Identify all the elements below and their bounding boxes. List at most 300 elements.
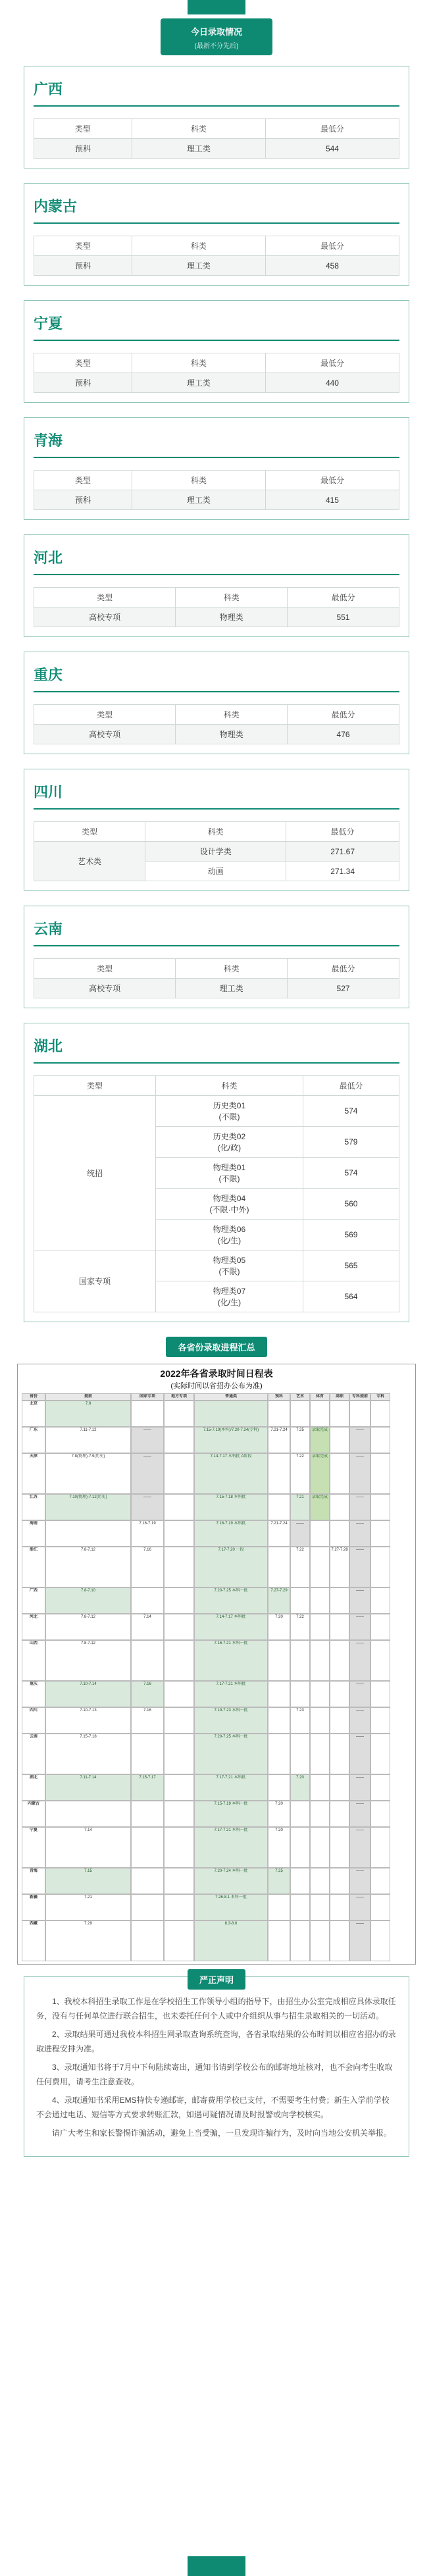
schedule-cell: [164, 1920, 194, 1961]
schedule-province: 广东: [22, 1427, 45, 1453]
schedule-cell: ——: [349, 1640, 370, 1681]
schedule-cell: 7.14: [45, 1827, 131, 1868]
table-cell: 458: [265, 256, 399, 276]
column-header: 最低分: [288, 588, 399, 607]
column-header: 最低分: [286, 822, 399, 842]
schedule-cell: ——: [290, 1520, 310, 1547]
province-name: 广西: [34, 73, 399, 107]
notice-box: [24, 1976, 409, 2157]
schedule-cell: [268, 1681, 290, 1707]
schedule-province: 山西: [22, 1640, 45, 1681]
schedule-cell: ——: [349, 1827, 370, 1868]
province-card: [24, 66, 409, 168]
schedule-cell: [290, 1587, 310, 1614]
schedule-cell: 7.15-7.19(本科)/7.20-7.24(专科): [194, 1427, 268, 1453]
schedule-cell: 7.14-7.17 本科批 A阶段: [194, 1453, 268, 1494]
table-cell: 271.67: [286, 842, 399, 862]
schedule-cell: 7.29: [45, 1920, 131, 1961]
score-table: [34, 1075, 399, 1312]
schedule-cell: [131, 1827, 164, 1868]
table-cell: 569: [303, 1220, 399, 1250]
schedule-cell: [370, 1868, 390, 1894]
column-header: 最低分: [288, 959, 399, 979]
schedule-cell: [370, 1401, 390, 1427]
schedule-cell: [290, 1827, 310, 1868]
schedule-province: 新疆: [22, 1894, 45, 1920]
schedule-cell: 7.8-7.10: [45, 1587, 131, 1614]
schedule-cell: [330, 1868, 349, 1894]
schedule-cell: 7.16: [131, 1547, 164, 1587]
schedule-cell: ——: [349, 1734, 370, 1774]
schedule-cell: ——: [349, 1520, 370, 1547]
schedule-banner: [0, 1337, 433, 1357]
column-header: 最低分: [265, 471, 399, 490]
schedule-cell: [310, 1401, 330, 1427]
schedule-cell: [330, 1707, 349, 1734]
column-header: 类型: [34, 705, 176, 725]
table-row: [34, 373, 399, 393]
schedule-cell: [370, 1427, 390, 1453]
cell-type: 统招: [34, 1096, 156, 1250]
schedule-cell: [330, 1401, 349, 1427]
table-cell: 物理类07 (化/生): [156, 1281, 303, 1312]
schedule-cell: [330, 1640, 349, 1681]
schedule-cell: 7.16: [131, 1681, 164, 1707]
schedule-cell: [164, 1640, 194, 1681]
schedule-cell: [330, 1587, 349, 1614]
table-cell: 高校专项: [34, 607, 176, 627]
schedule-cell: ——: [349, 1894, 370, 1920]
table-cell: 理工类: [132, 373, 265, 393]
schedule-cell: 7.20: [268, 1827, 290, 1868]
schedule-cell: 7.15-7.19 本科一批: [194, 1801, 268, 1827]
score-table: [34, 118, 399, 159]
schedule-cell: 8.3-8.6: [194, 1920, 268, 1961]
province-name: 河北: [34, 542, 399, 575]
schedule-cell: 7.8-7.12: [45, 1614, 131, 1640]
schedule-cell: [164, 1734, 194, 1774]
score-table: [34, 958, 399, 998]
schedule-cell: ——: [349, 1427, 370, 1453]
table-cell: 物理类04 (不限·中外): [156, 1189, 303, 1220]
schedule-cell: ——: [349, 1774, 370, 1801]
schedule-cell: [370, 1681, 390, 1707]
schedule-cell: [268, 1734, 290, 1774]
schedule-province: 广西: [22, 1587, 45, 1614]
table-row: [34, 842, 399, 862]
column-header: 科类: [176, 959, 288, 979]
schedule-cell: [330, 1681, 349, 1707]
schedule-cell: 7.21: [290, 1494, 310, 1520]
schedule-header-cell: 国家专项: [131, 1393, 164, 1401]
table-cell: 预科: [34, 373, 132, 393]
schedule-cell: [164, 1547, 194, 1587]
schedule-province: 北京: [22, 1401, 45, 1427]
table-cell: 理工类: [132, 256, 265, 276]
schedule-cell: [268, 1894, 290, 1920]
schedule-cell: [164, 1427, 194, 1453]
schedule-grid: [22, 1393, 411, 1961]
table-cell: 高校专项: [34, 725, 176, 744]
table-header-row: [34, 588, 399, 607]
schedule-cell: [330, 1734, 349, 1774]
schedule-cell: [370, 1614, 390, 1640]
header-subtitle: (最新不分先后): [194, 43, 239, 50]
schedule-province: 湖北: [22, 1774, 45, 1801]
schedule-cell: [290, 1920, 310, 1961]
schedule-cell: [164, 1494, 194, 1520]
column-header: 科类: [132, 471, 265, 490]
schedule-cell: [310, 1894, 330, 1920]
schedule-cell: [310, 1827, 330, 1868]
schedule-province: 河北: [22, 1614, 45, 1640]
schedule-cell: 7.16-7.19 本科批: [194, 1520, 268, 1547]
schedule-cell: ——: [349, 1868, 370, 1894]
table-row: [34, 139, 399, 159]
schedule-table: [17, 1364, 416, 1965]
notice-paragraph: 2、录取结果可通过我校本科招生网录取查询系统查询，各省录取结果的公布时间以相应省招办的录取进程安排为准。: [36, 2030, 396, 2054]
table-row: [34, 607, 399, 627]
schedule-cell: 7.25: [268, 1868, 290, 1894]
table-cell: 物理类: [176, 725, 288, 744]
score-table: [34, 821, 399, 881]
province-card: [24, 769, 409, 891]
schedule-cell: [310, 1707, 330, 1734]
schedule-cell: [131, 1868, 164, 1894]
schedule-cell: 7.15-7.18 本科批: [194, 1494, 268, 1520]
schedule-banner-label: 各省份录取进程汇总: [166, 1337, 267, 1357]
column-header: 类型: [34, 471, 132, 490]
score-table: [34, 587, 399, 627]
table-header-row: [34, 353, 399, 373]
schedule-cell: 7.19-7.23 本科一批: [194, 1707, 268, 1734]
schedule-cell: 7.20: [290, 1774, 310, 1801]
table-cell: 动画: [145, 862, 286, 881]
schedule-cell: [370, 1520, 390, 1547]
schedule-cell: [268, 1640, 290, 1681]
schedule-cell: [330, 1520, 349, 1547]
schedule-cell: [330, 1774, 349, 1801]
schedule-cell: [330, 1894, 349, 1920]
schedule-cell: 7.20-7.25 本科一批: [194, 1734, 268, 1774]
province-list: [0, 66, 433, 1008]
schedule-cell: 7.10-7.14: [45, 1681, 131, 1707]
schedule-cell: ——: [349, 1614, 370, 1640]
column-header: 科类: [156, 1076, 303, 1096]
schedule-cell: [310, 1920, 330, 1961]
schedule-cell: [131, 1920, 164, 1961]
schedule-cell: [194, 1401, 268, 1427]
schedule-cell: 7.21-7.24: [268, 1520, 290, 1547]
table-cell: 271.34: [286, 862, 399, 881]
table-cell: 预科: [34, 139, 132, 159]
schedule-cell: [370, 1453, 390, 1494]
schedule-cell: [268, 1707, 290, 1734]
schedule-province: 天津: [22, 1453, 45, 1494]
schedule-cell: 7.8-7.12: [45, 1547, 131, 1587]
province-card: [24, 906, 409, 1008]
table-header-row: [34, 705, 399, 725]
column-header: 最低分: [303, 1076, 399, 1096]
table-header-row: [34, 236, 399, 256]
column-header: 类型: [34, 959, 176, 979]
schedule-cell: 7.8-7.12: [45, 1640, 131, 1681]
schedule-cell: 7.10(物理)·7.12(历史): [45, 1494, 131, 1520]
schedule-cell: [290, 1868, 310, 1894]
province-name: 内蒙古: [34, 190, 399, 224]
table-header-row: [34, 959, 399, 979]
schedule-cell: [131, 1734, 164, 1774]
schedule-cell: [370, 1920, 390, 1961]
schedule-cell: [330, 1614, 349, 1640]
schedule-cell: ——: [349, 1920, 370, 1961]
column-header: 类型: [34, 822, 145, 842]
schedule-cell: [164, 1707, 194, 1734]
table-row: [34, 1096, 399, 1127]
schedule-cell: [164, 1681, 194, 1707]
table-cell: 527: [288, 979, 399, 998]
schedule-cell: [290, 1401, 310, 1427]
schedule-cell: [370, 1547, 390, 1587]
schedule-cell: [164, 1587, 194, 1614]
schedule-cell: 7.8: [45, 1401, 131, 1427]
schedule-cell: [131, 1401, 164, 1427]
schedule-cell: ——: [131, 1494, 164, 1520]
table-cell: 预科: [34, 490, 132, 510]
schedule-cell: ——: [349, 1707, 370, 1734]
schedule-cell: 7.20-7.24 本科一批: [194, 1868, 268, 1894]
table-cell: 579: [303, 1127, 399, 1158]
schedule-header-cell: 普通类: [194, 1393, 268, 1401]
table-cell: 551: [288, 607, 399, 627]
schedule-cell: [45, 1801, 131, 1827]
schedule-cell: [131, 1587, 164, 1614]
column-header: 类型: [34, 588, 176, 607]
schedule-cell: 7.17-7.20 一段: [194, 1547, 268, 1587]
schedule-cell: [310, 1614, 330, 1640]
table-row: [34, 490, 399, 510]
schedule-cell: 7.25: [290, 1427, 310, 1453]
schedule-cell: 7.21-7.24: [268, 1427, 290, 1453]
schedule-cell: [45, 1520, 131, 1547]
schedule-province: 江苏: [22, 1494, 45, 1520]
schedule-cell: 7.26-8.1 本科一批: [194, 1894, 268, 1920]
schedule-cell: [268, 1774, 290, 1801]
schedule-cell: [290, 1894, 310, 1920]
schedule-cell: ——: [131, 1427, 164, 1453]
schedule-cell: ——: [349, 1681, 370, 1707]
schedule-province: 海南: [22, 1520, 45, 1547]
schedule-cell: 7.17-7.21 本科一批: [194, 1827, 268, 1868]
schedule-cell: 7.20: [268, 1801, 290, 1827]
schedule-cell: ——: [349, 1453, 370, 1494]
schedule-cell: [131, 1894, 164, 1920]
province-card: [24, 534, 409, 637]
schedule-header-cell: 高职: [330, 1393, 349, 1401]
header-band: [188, 0, 245, 14]
schedule-cell: [164, 1401, 194, 1427]
schedule-header-cell: 省份: [22, 1393, 45, 1401]
column-header: 科类: [132, 353, 265, 373]
column-header: 最低分: [265, 353, 399, 373]
header-badge: [161, 18, 272, 55]
province-name: 云南: [34, 913, 399, 946]
schedule-province: 西藏: [22, 1920, 45, 1961]
schedule-cell: [330, 1494, 349, 1520]
column-header: 科类: [145, 822, 286, 842]
schedule-cell: [370, 1774, 390, 1801]
schedule-header-cell: 专科提前: [349, 1393, 370, 1401]
province-card: [24, 417, 409, 520]
schedule-cell: [164, 1827, 194, 1868]
schedule-province: 内蒙古: [22, 1801, 45, 1827]
schedule-cell: [310, 1587, 330, 1614]
table-cell: 560: [303, 1189, 399, 1220]
table-cell: 476: [288, 725, 399, 744]
schedule-cell: [330, 1827, 349, 1868]
schedule-province: 浙江: [22, 1547, 45, 1587]
notice-body: [36, 1994, 397, 2140]
schedule-cell: [310, 1868, 330, 1894]
table-row: [34, 725, 399, 744]
column-header: 类型: [34, 1076, 156, 1096]
schedule-header-cell: 体育: [310, 1393, 330, 1401]
schedule-cell: [164, 1868, 194, 1894]
notice-paragraph: 4、录取通知书采用EMS特快专递邮寄，邮寄费用学校已支付，不需要考生付费；新生入学前学校不会通过电话、短信等方式要求转账汇款，如遇可疑情况请及时报警或向学校核实。: [36, 2096, 390, 2120]
schedule-cell: 7.15-7.17: [131, 1774, 164, 1801]
table-row: [34, 256, 399, 276]
province-card: [24, 300, 409, 403]
schedule-cell: 7.15: [45, 1868, 131, 1894]
column-header: 科类: [176, 705, 288, 725]
schedule-province: 重庆: [22, 1681, 45, 1707]
schedule-cell: ——: [131, 1453, 164, 1494]
schedule-province: 宁夏: [22, 1827, 45, 1868]
notice-paragraph: 3、录取通知书将于7月中下旬陆续寄出，通知书请到学校公布的邮寄地址核对，也不会向考生收取任何费用，请考生注意查收。: [36, 2063, 393, 2087]
table-cell: 物理类: [176, 607, 288, 627]
schedule-cell: [330, 1920, 349, 1961]
table-row: [34, 1250, 399, 1281]
schedule-cell: [310, 1734, 330, 1774]
schedule-cell: 7.14: [131, 1614, 164, 1640]
footer-band: [188, 2556, 245, 2576]
schedule-cell: 7.11-7.14: [45, 1774, 131, 1801]
score-table: [34, 704, 399, 744]
cell-type: 艺术类: [34, 842, 145, 881]
table-cell: 高校专项: [34, 979, 176, 998]
score-table: [34, 470, 399, 510]
notice-paragraph: 1、我校本科招生录取工作是在学校招生工作领导小组的指导下，由招生办公室完成相应具体录取任务，没有与任何单位进行联合招生，也未委托任何个人或中介组织从事与招生录取相关的一切活动。: [36, 1997, 396, 2021]
schedule-cell: [310, 1774, 330, 1801]
schedule-cell: 7.23: [290, 1707, 310, 1734]
schedule-cell: 7.15-7.18: [45, 1734, 131, 1774]
schedule-cell: [370, 1734, 390, 1774]
schedule-cell: 7.27-7.28: [330, 1547, 349, 1587]
province-name: 四川: [34, 776, 399, 810]
schedule-cell: [268, 1453, 290, 1494]
schedule-header-cell: 专科: [370, 1393, 390, 1401]
column-header: 类型: [34, 236, 132, 256]
schedule-cell: 7.22: [290, 1547, 310, 1587]
schedule-cell: [310, 1520, 330, 1547]
schedule-header-cell: 艺术: [290, 1393, 310, 1401]
table-cell: 理工类: [176, 979, 288, 998]
table-cell: 物理类06 (化/生): [156, 1220, 303, 1250]
schedule-cell: [330, 1427, 349, 1453]
table-cell: 物理类05 (不限): [156, 1250, 303, 1281]
schedule-cell: 7.22: [290, 1614, 310, 1640]
schedule-cell: [370, 1640, 390, 1681]
schedule-subtitle: (实际时间以省招办公布为准): [170, 1382, 263, 1390]
schedule-cell: [290, 1640, 310, 1681]
schedule-cell: [290, 1734, 310, 1774]
schedule-cell: [268, 1494, 290, 1520]
schedule-cell: [370, 1894, 390, 1920]
schedule-province: 四川: [22, 1707, 45, 1734]
score-table: [34, 353, 399, 393]
schedule-cell: [268, 1547, 290, 1587]
schedule-cell: 7.27-7.29: [268, 1587, 290, 1614]
schedule-cell: [330, 1453, 349, 1494]
table-cell: 564: [303, 1281, 399, 1312]
column-header: 类型: [34, 353, 132, 373]
schedule-cell: [131, 1640, 164, 1681]
column-header: 科类: [176, 588, 288, 607]
table-cell: 预科: [34, 256, 132, 276]
table-cell: 历史类02 (化/政): [156, 1127, 303, 1158]
schedule-cell: [164, 1774, 194, 1801]
schedule-cell: 7.16-7.21 本科一批: [194, 1640, 268, 1681]
schedule-cell: [268, 1401, 290, 1427]
schedule-cell: ——: [349, 1801, 370, 1827]
schedule-cell: 7.8(物理)·7.9(历史): [45, 1453, 131, 1494]
province-card: [24, 183, 409, 286]
schedule-cell: [164, 1614, 194, 1640]
schedule-cell: 录取完成: [310, 1494, 330, 1520]
schedule-cell: [330, 1801, 349, 1827]
table-cell: 574: [303, 1158, 399, 1189]
schedule-cell: [290, 1801, 310, 1827]
column-header: 科类: [132, 119, 265, 139]
schedule-cell: [131, 1801, 164, 1827]
table-cell: 物理类01 (不限): [156, 1158, 303, 1189]
schedule-cell: 7.11-7.12: [45, 1427, 131, 1453]
column-header: 最低分: [265, 236, 399, 256]
schedule-cell: 7.14-7.17 本科批: [194, 1614, 268, 1640]
schedule-cell: [290, 1681, 310, 1707]
schedule-cell: 7.20-7.25 本科一批: [194, 1587, 268, 1614]
table-cell: 574: [303, 1096, 399, 1127]
province-name: 青海: [34, 425, 399, 458]
schedule-cell: ——: [349, 1547, 370, 1587]
schedule-cell: [310, 1801, 330, 1827]
schedule-header-cell: 地方专项: [164, 1393, 194, 1401]
table-cell: 历史类01 (不限): [156, 1096, 303, 1127]
schedule-cell: [370, 1587, 390, 1614]
table-cell: 理工类: [132, 139, 265, 159]
schedule-cell: [310, 1640, 330, 1681]
schedule-cell: ——: [349, 1494, 370, 1520]
cell-type: 国家专项: [34, 1250, 156, 1312]
header-title: 今日录取情况: [190, 27, 242, 37]
schedule-cell: [370, 1494, 390, 1520]
table-cell: 理工类: [132, 490, 265, 510]
table-row: [34, 979, 399, 998]
schedule-cell: [370, 1827, 390, 1868]
schedule-cell: ——: [349, 1587, 370, 1614]
table-header-row: [34, 1076, 399, 1096]
schedule-header-cell: 预科: [268, 1393, 290, 1401]
